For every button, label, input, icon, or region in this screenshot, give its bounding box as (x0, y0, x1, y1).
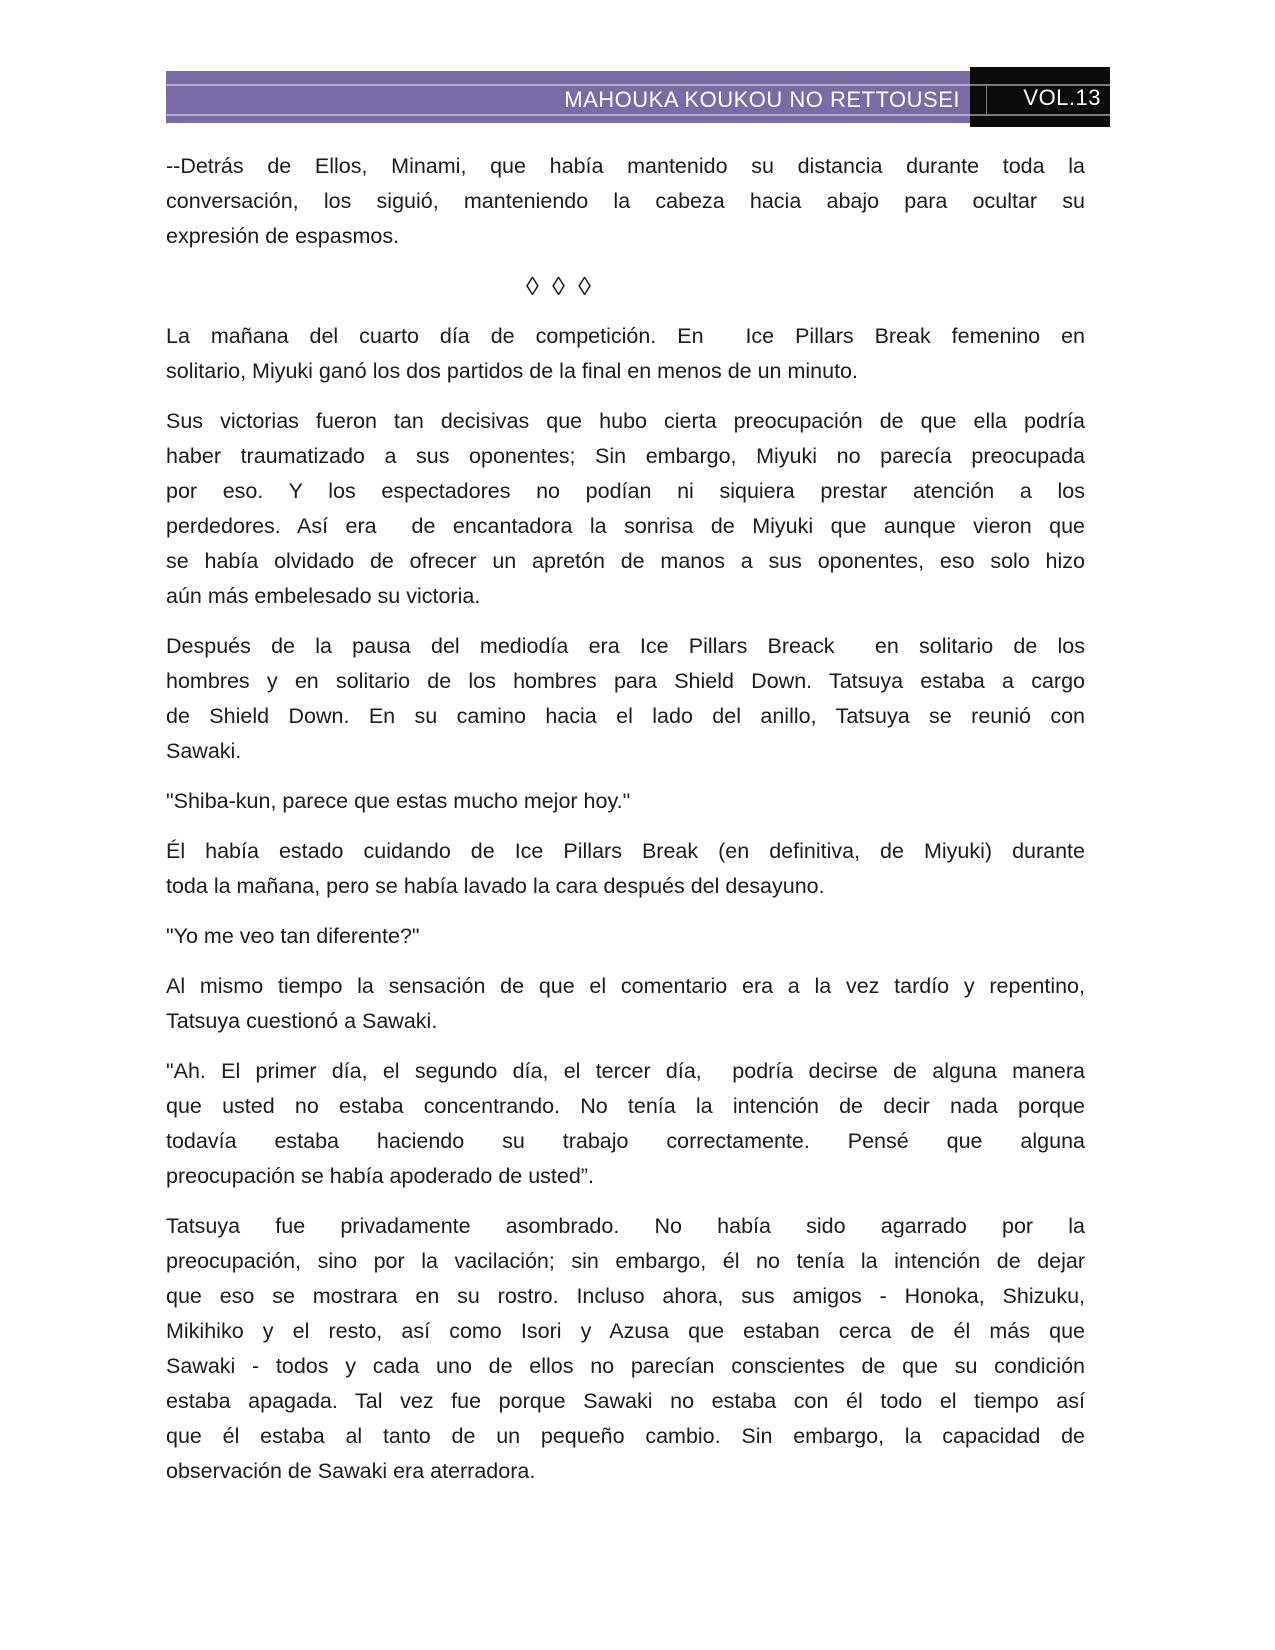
text-line: Sawaki. (166, 739, 242, 763)
text-line: se había olvidado de ofrecer un apretón de manos a sus oponentes, eso solo hizo (166, 549, 1085, 573)
paragraph (166, 629, 1085, 769)
paragraph (166, 149, 1085, 254)
volume-label: VOL.13 (1023, 85, 1101, 110)
text-line: Al mismo tiempo la sensación de que el comentario era a la vez tardío y repentino, (166, 974, 1085, 998)
text-line: estaba apagada. Tal vez fue porque Sawaki no estaba con él todo el tiempo así (166, 1389, 1085, 1413)
text-line: Él había estado cuidando de Ice Pillars Break (en definitiva, de Miyuki) durante (166, 839, 1085, 863)
text-line: Sawaki - todos y cada uno de ellos no parecían conscientes de que su condición (166, 1354, 1085, 1378)
volume-box (970, 67, 1110, 127)
text-line: de Shield Down. En su camino hacia el lado del anillo, Tatsuya se reunió con (166, 704, 1085, 728)
text-line: por eso. Y los espectadores no podían ni siquiera prestar atención a los (166, 479, 1085, 503)
text-line: aún más embelesado su victoria. (166, 584, 481, 608)
paragraph (166, 1209, 1085, 1489)
header-title: MAHOUKA KOUKOU NO RETTOUSEI (564, 87, 960, 112)
text-line: expresión de espasmos. (166, 224, 400, 248)
text-line: Tatsuya fue privadamente asombrado. No había sido agarrado por la (166, 1214, 1085, 1238)
text-line: que usted no estaba concentrando. No tenía la intención de decir nada porque (166, 1094, 1085, 1118)
text-line: Después de la pausa del mediodía era Ice Pillars Breack en solitario de los (166, 634, 1085, 658)
text-line: Sus victorias fueron tan decisivas que hubo cierta preocupación de que ella podría (166, 409, 1085, 433)
page-header (166, 67, 1110, 127)
text-line: "Shiba-kun, parece que estas mucho mejor hoy." (166, 789, 631, 813)
paragraph (166, 1054, 1085, 1194)
text-line: observación de Sawaki era aterradora. (166, 1459, 536, 1483)
text-line: --Detrás de Ellos, Minami, que había mantenido su distancia durante toda la (166, 154, 1085, 178)
section-divider: ◊ ◊ ◊ (526, 271, 591, 301)
text-line: Tatsuya cuestionó a Sawaki. (166, 1009, 438, 1033)
text-line: toda la mañana, pero se había lavado la cara después del desayuno. (166, 874, 825, 898)
text-line: "Ah. El primer día, el segundo día, el tercer día, podría decirse de alguna manera (166, 1059, 1085, 1083)
text-line: conversación, los siguió, manteniendo la cabeza hacia abajo para ocultar su (166, 189, 1085, 213)
volume-box-divider (986, 86, 987, 114)
text-line: preocupación, sino por la vacilación; sin embargo, él no tenía la intención de dejar (166, 1249, 1085, 1273)
document-body (166, 149, 1085, 1504)
text-line: haber traumatizado a sus oponentes; Sin embargo, Miyuki no parecía preocupada (166, 444, 1085, 468)
paragraph (166, 969, 1085, 1039)
text-line: La mañana del cuarto día de competición. En Ice Pillars Break femenino en (166, 324, 1085, 348)
paragraph (166, 319, 1085, 389)
text-line: que eso se mostrara en su rostro. Incluso ahora, sus amigos - Honoka, Shizuku, (166, 1284, 1085, 1308)
text-line: solitario, Miyuki ganó los dos partidos de la final en menos de un minuto. (166, 359, 858, 383)
paragraph (166, 784, 1085, 819)
text-line: perdedores. Así era de encantadora la sonrisa de Miyuki que aunque vieron que (166, 514, 1085, 538)
text-line: preocupación se había apoderado de usted”. (166, 1164, 594, 1188)
paragraph (166, 919, 1085, 954)
paragraph (166, 404, 1085, 614)
text-line: Mikihiko y el resto, así como Isori y Azusa que estaban cerca de él más que (166, 1319, 1085, 1343)
paragraph (166, 834, 1085, 904)
text-line: "Yo me veo tan diferente?" (166, 924, 420, 948)
text-line: hombres y en solitario de los hombres para Shield Down. Tatsuya estaba a cargo (166, 669, 1085, 693)
text-line: todavía estaba haciendo su trabajo correctamente. Pensé que alguna (166, 1129, 1085, 1153)
text-line: que él estaba al tanto de un pequeño cambio. Sin embargo, la capacidad de (166, 1424, 1085, 1448)
